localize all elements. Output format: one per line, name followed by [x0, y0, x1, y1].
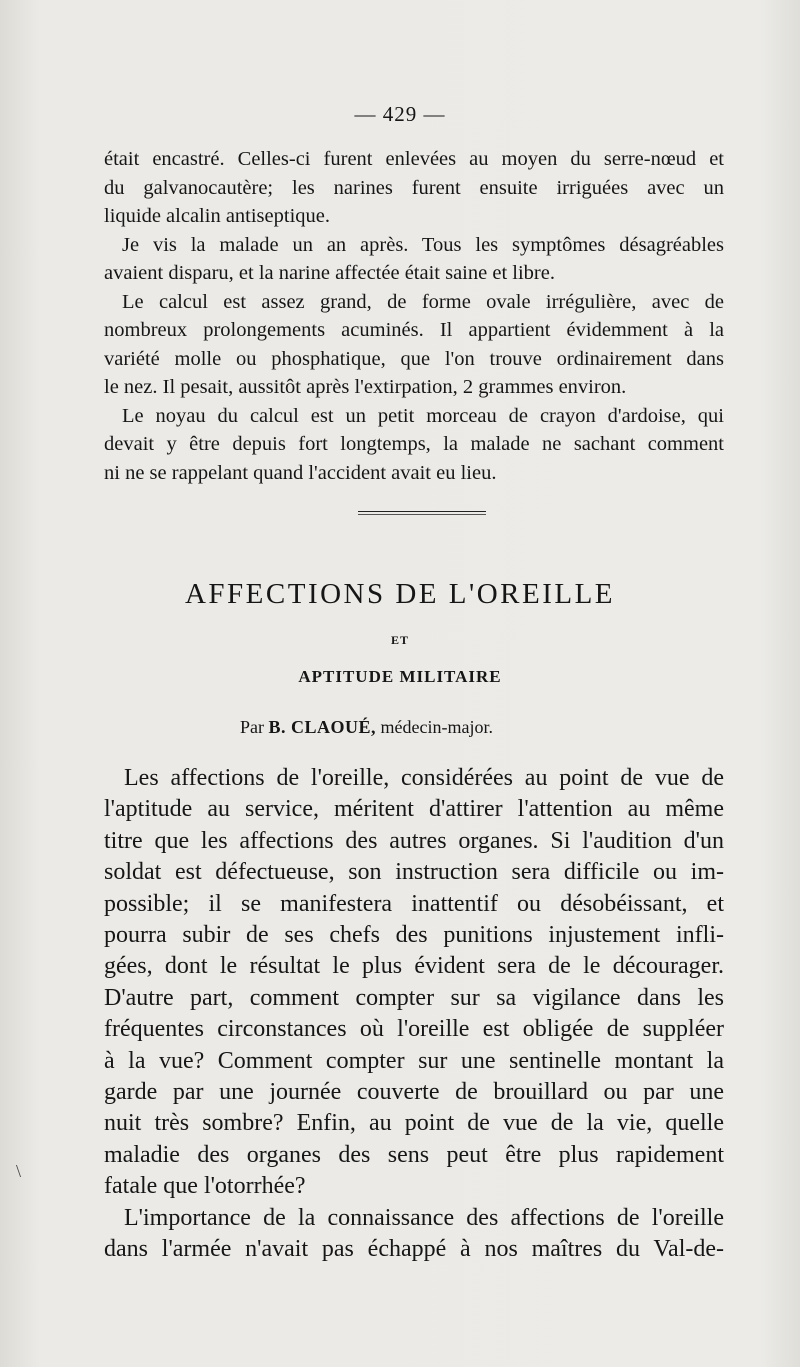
- text-line: Le calcul est assez grand, de forme ovale irrégulière, avec de: [122, 290, 724, 313]
- text-line: L'importance de la connaissance des affections de l'oreille: [124, 1204, 724, 1231]
- text-line: l'aptitude au service, méritent d'attirer l'attention au même: [104, 796, 724, 823]
- article-body: [104, 763, 724, 1266]
- author-role: médecin-major.: [380, 717, 493, 737]
- text-line: liquide alcalin antiseptique.: [104, 205, 331, 227]
- text-line: fréquentes circonstances où l'oreille est obligée de suppléer: [104, 1016, 724, 1043]
- text-line: D'autre part, comment compter sur sa vigilance dans les: [104, 984, 724, 1011]
- text-line: fatale que l'otorrhée?: [104, 1173, 306, 1200]
- paragraph: [104, 288, 724, 402]
- text-line: dans l'armée n'avait pas échappé à nos maîtres du Val-de-: [104, 1236, 724, 1263]
- text-line: soldat est défectueuse, son instruction sera difficile ou im-: [104, 859, 724, 886]
- margin-mark: \: [16, 1161, 22, 1181]
- text-line: titre que les affections des autres organes. Si l'audition d'un: [104, 827, 724, 854]
- author-name: B. CLAOUÉ,: [268, 717, 377, 737]
- text-line: nuit très sombre? Enfin, au point de vue de la vie, quelle: [104, 1110, 724, 1137]
- text-line: maladie des organes des sens peut être plus rapidement: [104, 1141, 724, 1168]
- text-line: gées, dont le résultat le plus évident sera de le décourager.: [104, 953, 724, 980]
- text-line: Les affections de l'oreille, considérées au point de vue de: [124, 765, 724, 791]
- paragraph: [104, 402, 724, 488]
- text-line: était encastré. Celles-ci furent enlevées au moyen du serre-nœud et: [104, 148, 724, 170]
- text-line: possible; il se manifestera inattentif ou désobéissant, et: [104, 890, 724, 917]
- paragraph: [104, 763, 724, 1203]
- byline-prefix: Par: [240, 717, 264, 737]
- title-connector: ET: [390, 633, 409, 647]
- page-number: — 429 —: [354, 102, 446, 126]
- text-line: Le noyau du calcul est un petit morceau de crayon d'ardoise, qui: [122, 404, 724, 427]
- text-line: garde par une journée couverte de brouillard ou par une: [104, 1079, 724, 1106]
- previous-article-text: [104, 145, 724, 487]
- paragraph: [104, 145, 724, 231]
- section-divider: [358, 511, 486, 515]
- text-line: à la vue? Comment compter sur une sentinelle montant la: [104, 1047, 724, 1074]
- text-line: ni ne se rappelant quand l'accident avait eu lieu.: [104, 461, 497, 484]
- text-line: variété molle ou phosphatique, que l'on trouve ordinairement dans: [104, 347, 724, 370]
- article-subtitle: APTITUDE MILITAIRE: [298, 667, 502, 686]
- text-line: nombreux prolongements acuminés. Il appartient évidemment à la: [104, 319, 724, 341]
- text-line: avaient disparu, et la narine affectée était saine et libre.: [104, 262, 555, 284]
- text-line: le nez. Il pesait, aussitôt après l'extirpation, 2 grammes environ.: [104, 376, 627, 398]
- text-line: du galvanocautère; les narines furent ensuite irriguées avec un: [104, 176, 724, 199]
- text-line: pourra subir de ses chefs des punitions injustement infli-: [104, 922, 724, 949]
- text-line: Je vis la malade un an après. Tous les symptômes désagréables: [122, 233, 724, 256]
- article-title: AFFECTIONS DE L'OREILLE: [184, 578, 616, 610]
- paragraph: [104, 231, 724, 288]
- paragraph: [104, 1203, 724, 1266]
- text-line: devait y être depuis fort longtemps, la malade ne sachant comment: [104, 433, 724, 455]
- byline: [240, 717, 640, 738]
